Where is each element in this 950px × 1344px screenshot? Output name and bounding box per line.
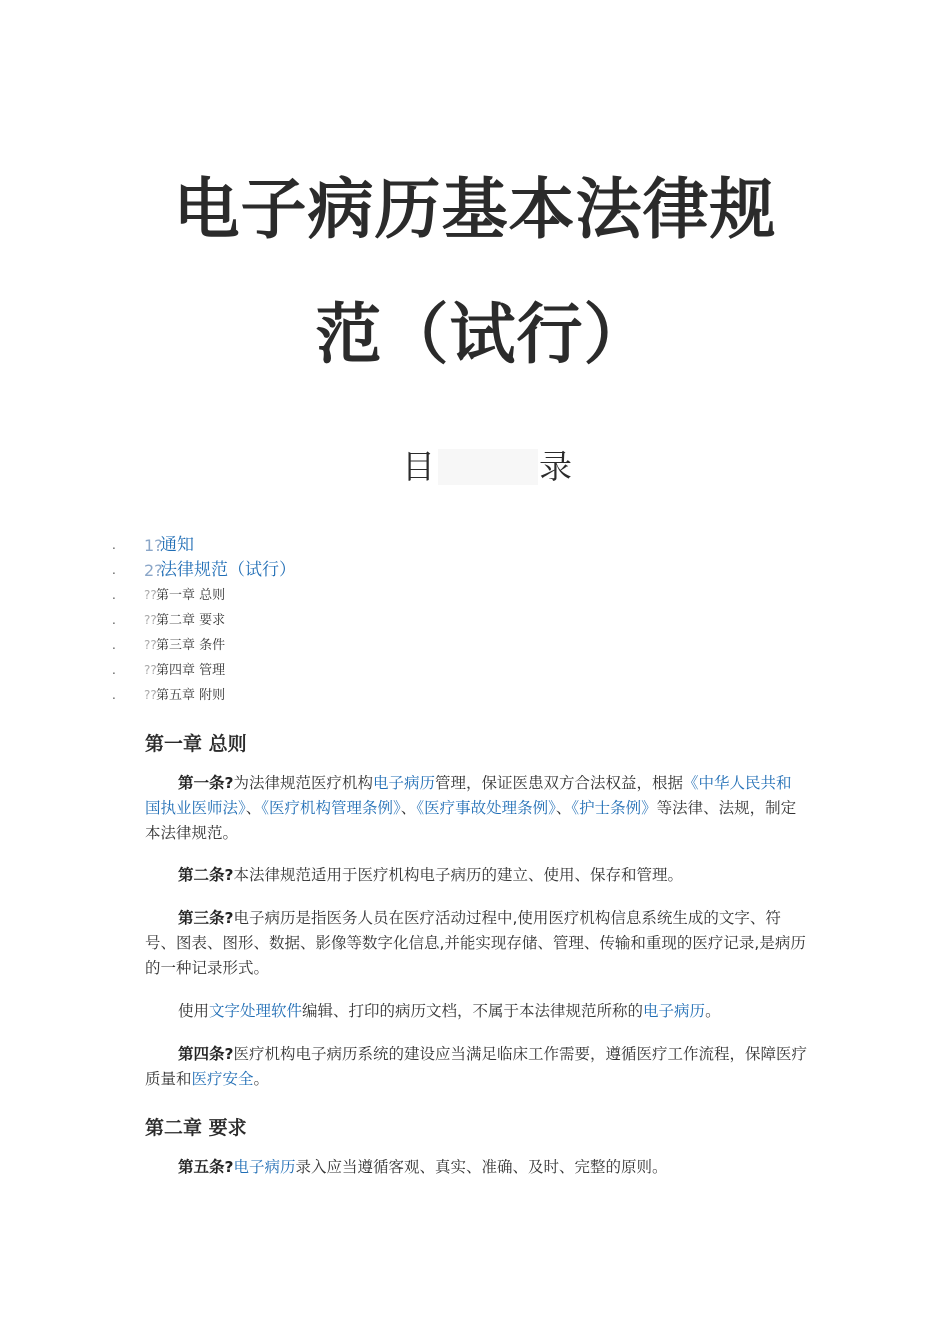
toc-number: ?? — [144, 613, 157, 627]
toc-bullet: . — [112, 613, 116, 627]
article-text: 医疗机构电子病历系统的建设应当满足临床工作需要，遵循医疗工作流程，保障医疗质量和 — [145, 1045, 808, 1088]
document-title-line-1: 电子病历基本法律规 — [173, 171, 777, 248]
toc-link[interactable]: 法律规范（试行） — [160, 560, 296, 580]
article-label: 第四条? — [178, 1045, 234, 1063]
link-electronic-record[interactable]: 电子病历 — [373, 774, 436, 792]
toc-bullet: . — [112, 688, 116, 702]
link-physicians-law[interactable]: 《中华人民共和国执业医师法》 — [145, 774, 792, 817]
toc-heading-char-2: 录 — [539, 447, 572, 486]
link-word-processing-software[interactable]: 文字处理软件 — [209, 1002, 303, 1020]
chapter-2-heading: 第二章 要求 — [145, 1117, 247, 1139]
toc-bullet: . — [112, 663, 116, 677]
article-text: 、 — [245, 799, 262, 817]
toc-number: 2? — [144, 561, 163, 580]
toc-link[interactable]: 第五章 附则 — [156, 688, 226, 703]
toc-link[interactable]: 第三章 条件 — [156, 638, 226, 653]
toc-heading-char-1: 目 — [402, 447, 435, 486]
article-text: 本法律规范适用于医疗机构电子病历的建立、使用、保存和管理。 — [233, 866, 684, 884]
toc-link[interactable]: 第四章 管理 — [156, 663, 226, 678]
article-label: 第五条? — [178, 1158, 234, 1176]
toc-heading — [402, 447, 582, 487]
toc-bullet: . — [112, 638, 116, 652]
article-text: 、 — [400, 799, 417, 817]
document-title-line-2: 范（试行） — [315, 296, 651, 373]
link-medical-safety[interactable]: 医疗安全 — [191, 1070, 254, 1088]
toc-item-chapter-5[interactable] — [112, 683, 712, 708]
link-nurse-regulations[interactable]: 《护士条例》 — [571, 799, 657, 817]
toc-item-chapter-3[interactable] — [112, 633, 712, 658]
toc-link[interactable]: 第一章 总则 — [156, 588, 226, 603]
toc-item-spec[interactable] — [112, 558, 712, 583]
article-text: 使用 — [178, 1002, 210, 1020]
link-electronic-record[interactable]: 电子病历 — [233, 1158, 296, 1176]
link-electronic-record[interactable]: 电子病历 — [643, 1002, 706, 1020]
article-3 — [145, 906, 807, 981]
article-4 — [145, 1042, 807, 1092]
toc-heading-shade — [438, 449, 538, 485]
article-label: 第三条? — [178, 909, 234, 927]
article-text: 管理，保证医患双方合法权益，根据 — [435, 774, 684, 792]
toc-number: ?? — [144, 688, 157, 702]
article-5 — [145, 1155, 807, 1180]
toc-item-chapter-1[interactable] — [112, 583, 712, 608]
toc-number: ?? — [144, 588, 157, 602]
toc-item-notice[interactable] — [112, 533, 712, 558]
table-of-contents — [112, 533, 712, 708]
article-text: 等法律、法规，制定本法律规范。 — [145, 799, 797, 842]
chapter-1-heading: 第一章 总则 — [145, 733, 247, 755]
toc-bullet: . — [112, 538, 116, 552]
toc-number: ?? — [144, 638, 157, 652]
article-label: 第一条? — [178, 774, 234, 792]
toc-link[interactable]: 通知 — [160, 535, 194, 555]
article-1 — [145, 771, 807, 846]
article-3-note — [145, 999, 807, 1024]
toc-item-chapter-2[interactable] — [112, 608, 712, 633]
article-text: 。 — [705, 1002, 721, 1020]
toc-bullet: . — [112, 588, 116, 602]
article-text: 录入应当遵循客观、真实、准确、及时、完整的原则。 — [295, 1158, 668, 1176]
toc-link[interactable]: 第二章 要求 — [156, 613, 226, 628]
toc-number: ?? — [144, 663, 157, 677]
article-text: 电子病历是指医务人员在医疗活动过程中,使用医疗机构信息系统生成的文字、符号、图表、图形、数据、影像等数字化信息,并能实现存储、管理、传输和重现的医疗记录,是病历的一种记录形式。 — [145, 909, 806, 977]
toc-number: 1? — [144, 536, 163, 555]
article-text: 、 — [555, 799, 572, 817]
toc-item-chapter-4[interactable] — [112, 658, 712, 683]
article-text: 为法律规范医疗机构 — [233, 774, 374, 792]
link-institution-regulations[interactable]: 《医疗机构管理条例》 — [261, 799, 401, 817]
article-text: 。 — [253, 1070, 270, 1088]
link-accident-regulations[interactable]: 《医疗事故处理条例》 — [416, 799, 556, 817]
article-text: 编辑、打印的病历文档，不属于本法律规范所称的 — [302, 1002, 644, 1020]
article-2 — [145, 863, 807, 888]
article-label: 第二条? — [178, 866, 234, 884]
toc-bullet: . — [112, 563, 116, 577]
